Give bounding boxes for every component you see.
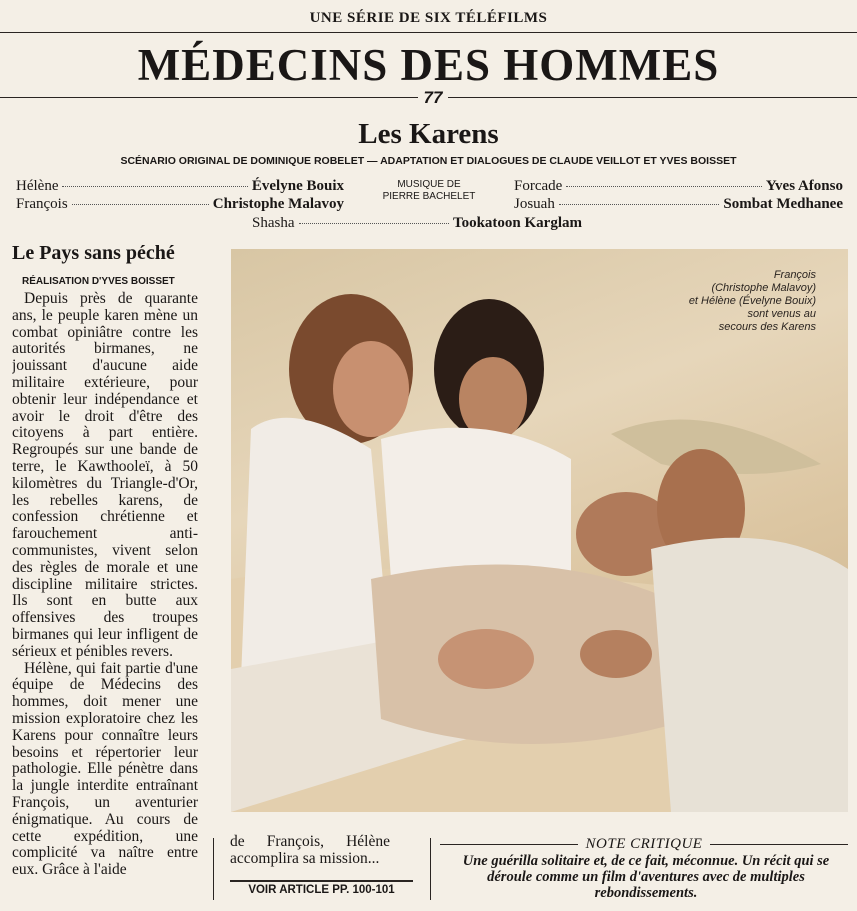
caption-line: et Hélène (Évelyne Bouix) <box>688 295 816 307</box>
rule <box>710 844 848 845</box>
cast-role: Josuah <box>514 196 555 212</box>
cast-row-shasha <box>252 215 582 232</box>
critic-note-text: Une guérilla solitaire et, de ce fait, méconnue. Un récit qui se déroule comme un film d'aventures avec de multiples rebondissements. <box>462 853 830 901</box>
article-paragraph: Hélène, qui fait partie d'une équipe de Médecins des hommes, doit mener une mission exploratoire chez les Karens pour connaître leurs besoins et répertorier leur pathologie. Elle pénètre dans la jungle interdite entraînant François, un aventurier énigmatique. Au cours de cette expédition, une complicité va naître entre eux. Grâce à l'aide <box>12 659 198 879</box>
series-title: MÉDECINS DES HOMMES <box>137 40 720 90</box>
episode-title: Les Karens <box>358 118 499 150</box>
cast-row-helene <box>16 178 344 195</box>
episode-subtitle: Le Pays sans péché <box>12 242 175 264</box>
cast-row-forcade <box>514 178 843 195</box>
dotted-leader <box>566 186 762 187</box>
cast-actor: Christophe Malavoy <box>212 196 344 212</box>
column-divider <box>430 838 431 900</box>
caption-line: (Christophe Malavoy) <box>711 282 816 294</box>
cast-actor: Sombat Medhanee <box>723 196 843 212</box>
dotted-leader <box>62 186 247 187</box>
writing-credits: SCÉNARIO ORIGINAL DE DOMINIQUE ROBELET — ADAPTATION ET DIALOGUES DE CLAUDE VEILLOT ET YVES BOISSET <box>120 155 737 167</box>
column-divider <box>213 838 214 900</box>
music-credit <box>365 179 493 203</box>
series-kicker: UNE SÉRIE DE SIX TÉLÉFILMS <box>309 10 548 26</box>
dotted-leader <box>559 204 720 205</box>
article-continuation: de François, Hélène accomplira sa mission... <box>230 833 390 867</box>
cast-role: Forcade <box>514 178 563 194</box>
cast-actor: Tookatoon Karglam <box>452 215 582 231</box>
caption-line: François <box>773 269 816 281</box>
see-article-reference: VOIR ARTICLE PP. 100-101 <box>230 880 413 896</box>
scene-photo <box>231 249 848 812</box>
cast-role: Shasha <box>252 215 295 231</box>
rule <box>440 844 578 845</box>
director-credit: RÉALISATION D'YVES BOISSET <box>22 276 175 287</box>
photo-caption <box>636 269 816 334</box>
caption-line: sont venus au <box>747 308 816 320</box>
critic-note-title: NOTE CRITIQUE <box>585 836 703 852</box>
cast-row-francois <box>16 196 344 213</box>
cast-row-josuah <box>514 196 843 213</box>
channel-logo: 77 <box>418 90 448 106</box>
caption-line: secours des Karens <box>718 321 816 333</box>
music-label: MUSIQUE DE <box>397 179 461 190</box>
cast-actor: Évelyne Bouix <box>251 178 344 194</box>
music-composer: PIERRE BACHELET <box>382 191 476 202</box>
cast-actor: Yves Afonso <box>765 178 843 194</box>
dotted-leader <box>72 204 209 205</box>
critic-note-header <box>440 836 848 853</box>
cast-role: Hélène <box>16 178 59 194</box>
article-paragraph: Depuis près de quarante ans, le peuple karen mène un combat opiniâtre contre les autorités birmanes, ne jouissant d'aucune aide militaire extérieure, pour obtenir leur indépendance et avoir le droit d'être des citoyens à part entière. Regroupés sur une bande de terre, le Kawthooleï, à 50 kilomètres du Triangle-d'Or, les rebelles karens, de confession chrétienne et farouchement anti-communistes, vivent selon des règles de morale et une discipline militaire strictes. Ils sont en butte aux offensives des troupes birmanes qui leur infligent de sérieux et pénibles revers. <box>12 291 198 660</box>
dotted-leader <box>299 223 449 224</box>
article-body <box>12 291 198 911</box>
cast-role: François <box>16 196 68 212</box>
header-rule-top <box>0 32 857 33</box>
